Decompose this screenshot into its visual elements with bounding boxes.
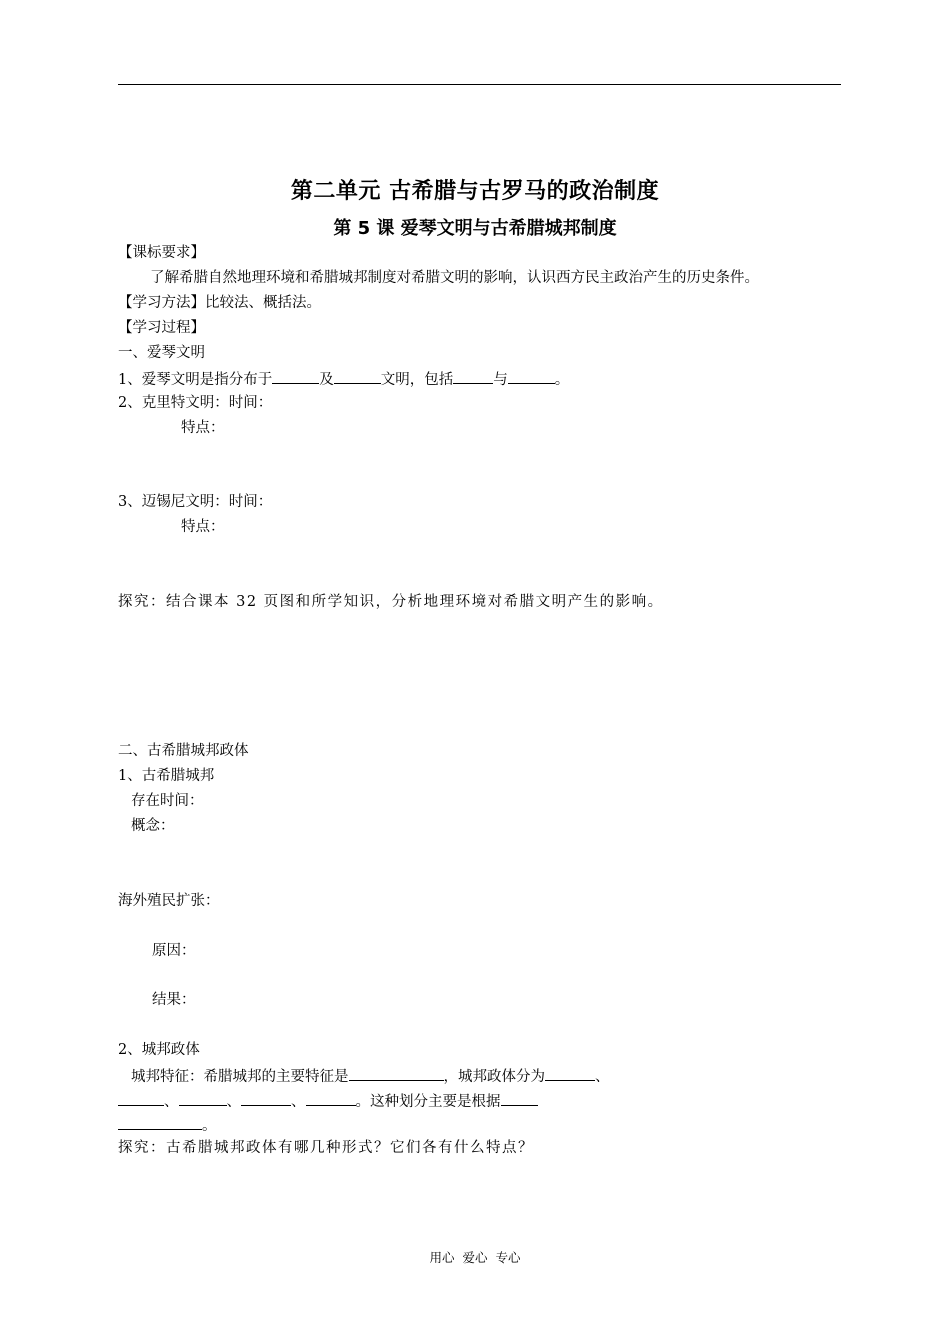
fill-blank[interactable] bbox=[349, 1065, 444, 1081]
lesson-title: 第 5 课 爱琴文明与古希腊城邦制度 bbox=[333, 218, 617, 239]
item1-text-e: 。 bbox=[554, 372, 570, 388]
part2-features bbox=[131, 1065, 610, 1087]
fill-blank[interactable] bbox=[306, 1090, 356, 1106]
part2-time: 存在时间： bbox=[131, 793, 204, 809]
part2-heading: 二、古希腊城邦政体 bbox=[118, 743, 249, 759]
fill-blank[interactable] bbox=[334, 368, 381, 384]
list-sep: 、 bbox=[226, 1094, 241, 1110]
page-footer: 用心 爱心 专心 bbox=[429, 1250, 521, 1265]
fill-blank[interactable] bbox=[508, 368, 555, 384]
fill-blank[interactable] bbox=[501, 1090, 538, 1106]
part1-item2: 2、克里特文明：时间： bbox=[118, 395, 273, 411]
part1-heading: 一、爱琴文明 bbox=[118, 345, 205, 361]
item1-text-b: 及 bbox=[319, 372, 334, 388]
part2-explore: 探究：古希腊城邦政体有哪几种形式？它们各有什么特点？ bbox=[118, 1140, 534, 1156]
end-period: 。 bbox=[202, 1118, 217, 1134]
item1-text-d: 与 bbox=[493, 372, 508, 388]
part2-end-line bbox=[118, 1114, 217, 1136]
part1-item3-features: 特点： bbox=[181, 519, 225, 535]
part2-cause: 原因： bbox=[152, 943, 196, 959]
item1-text-a: 1、爱琴文明是指分布于 bbox=[118, 372, 273, 388]
header-rule bbox=[118, 84, 841, 85]
fill-blank[interactable] bbox=[118, 1114, 202, 1130]
process-heading: 【学习过程】 bbox=[118, 320, 205, 336]
part2-result: 结果： bbox=[152, 992, 196, 1008]
item1-text-c: 文明，包括 bbox=[380, 372, 454, 388]
curriculum-text: 了解希腊自然地理环境和希腊城邦制度对希腊文明的影响，认识西方民主政治产生的历史条件。 bbox=[150, 270, 759, 286]
part2-colonial: 海外殖民扩张： bbox=[118, 893, 220, 909]
list-tail: 。这种划分主要是根据 bbox=[355, 1094, 501, 1110]
part2-item2: 2、城邦政体 bbox=[118, 1042, 200, 1058]
unit-title: 第二单元 古希腊与古罗马的政治制度 bbox=[290, 179, 660, 204]
features-text-c: 、 bbox=[595, 1069, 610, 1085]
fill-blank[interactable] bbox=[453, 368, 493, 384]
fill-blank[interactable] bbox=[272, 368, 319, 384]
part2-item1: 1、古希腊城邦 bbox=[118, 768, 215, 784]
fill-blank[interactable] bbox=[545, 1065, 595, 1081]
curriculum-heading: 【课标要求】 bbox=[118, 245, 205, 261]
list-sep: 、 bbox=[164, 1094, 179, 1110]
method-line: 【学习方法】比较法、概括法。 bbox=[118, 295, 321, 311]
list-sep: 、 bbox=[291, 1094, 306, 1110]
features-text-a: 城邦特征：希腊城邦的主要特征是 bbox=[131, 1069, 349, 1085]
features-text-b: ，城邦政体分为 bbox=[443, 1069, 545, 1085]
fill-blank[interactable] bbox=[241, 1090, 291, 1106]
part1-item1 bbox=[118, 368, 569, 390]
fill-blank[interactable] bbox=[118, 1090, 164, 1106]
part2-list bbox=[118, 1090, 538, 1112]
part2-concept: 概念： bbox=[131, 818, 175, 834]
part1-item3: 3、迈锡尼文明：时间： bbox=[118, 494, 273, 510]
fill-blank[interactable] bbox=[179, 1090, 227, 1106]
part1-explore: 探究：结合课本 32 页图和所学知识，分析地理环境对希腊文明产生的影响。 bbox=[118, 594, 664, 610]
part1-item2-features: 特点： bbox=[181, 420, 225, 436]
